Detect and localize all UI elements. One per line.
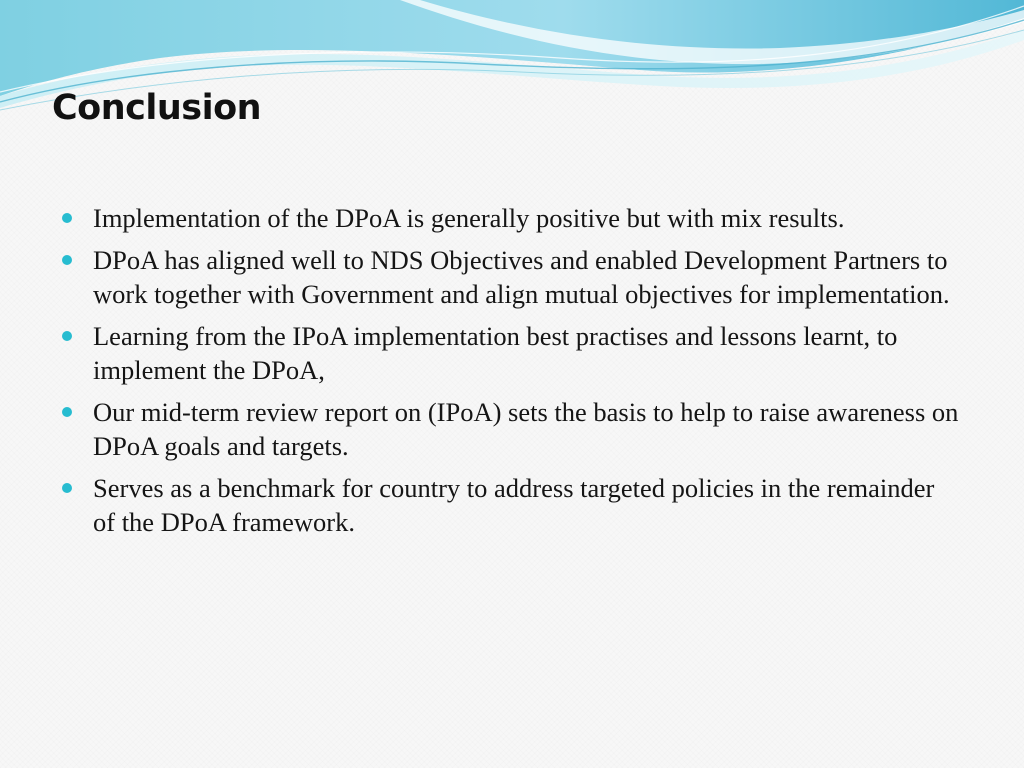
bullet-text: Serves as a benchmark for country to address targeted policies in the remainder of the DPoA framework.	[93, 472, 935, 537]
bullet-text: Our mid-term review report on (IPoA) sets the basis to help to raise awareness on DPoA goals and targets.	[93, 396, 959, 461]
bullet-text: DPoA has aligned well to NDS Objectives and enabled Development Partners to work together with Government and align mutual objectives for implementation.	[93, 244, 950, 309]
bullet-list	[62, 201, 962, 547]
bullet-item	[62, 395, 962, 464]
bullet-item	[62, 243, 962, 312]
bullet-dot-icon	[62, 407, 72, 417]
bullet-dot-icon	[62, 255, 72, 265]
bullet-item	[62, 471, 962, 540]
bullet-dot-icon	[62, 331, 72, 341]
bullet-text: Implementation of the DPoA is generally positive but with mix results.	[93, 203, 845, 233]
bullet-dot-icon	[62, 213, 72, 223]
bullet-item	[62, 201, 962, 236]
bullet-item	[62, 319, 962, 388]
bullet-dot-icon	[62, 483, 72, 493]
slide-title: Conclusion	[52, 88, 262, 128]
bullet-text: Learning from the IPoA implementation best practises and lessons learnt, to implement the DPoA,	[93, 320, 898, 385]
